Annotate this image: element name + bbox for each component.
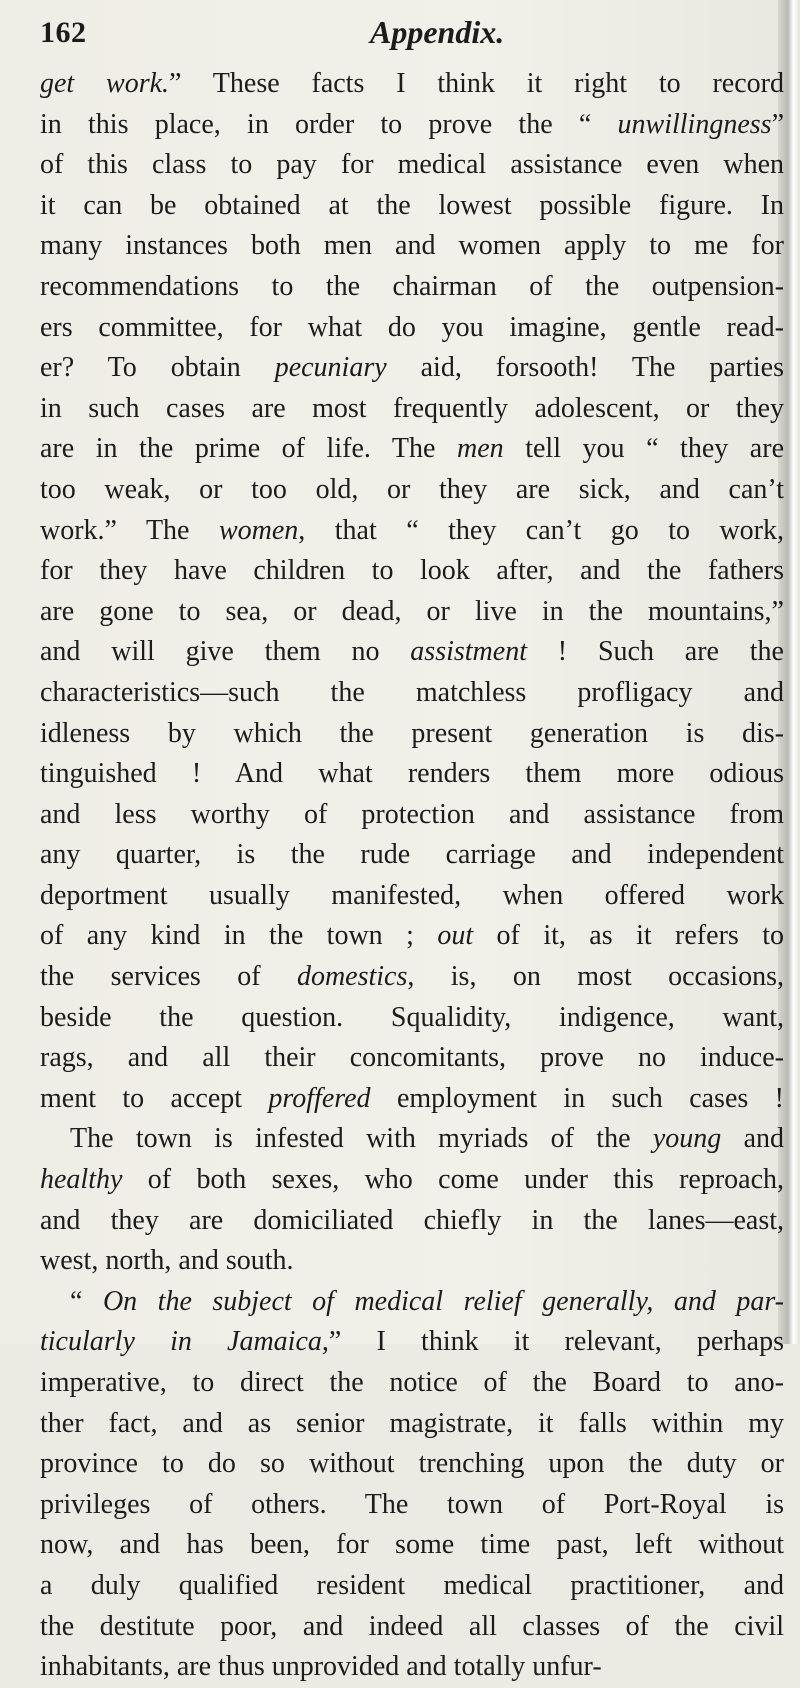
text-line xyxy=(40,1038,784,1079)
text-line xyxy=(40,1322,784,1363)
text-run: many instances both men and women apply to me for xyxy=(40,230,784,262)
text-run: a duly qualified resident medical practitioner, and xyxy=(40,1569,784,1601)
text-line xyxy=(40,511,784,552)
text-run: characteristics—such the matchless profligacy and xyxy=(40,676,784,708)
text-run: privileges of others. The town of Port-Royal is xyxy=(40,1488,784,1520)
text-run: ” I think it relevant, perhaps xyxy=(328,1326,784,1358)
text-run: in this place, in order to prove the “ xyxy=(40,108,618,140)
text-run: “ xyxy=(70,1285,103,1317)
text-run: er? To obtain xyxy=(40,352,275,384)
text-run: any quarter, is the rude carriage and independent xyxy=(40,839,784,871)
italic-text: young xyxy=(652,1123,722,1155)
text-line xyxy=(40,226,784,267)
text-run: and they are domiciliated chiefly in the lanes—east, xyxy=(40,1204,784,1236)
text-run: now, and has been, for some time past, left without xyxy=(40,1529,784,1561)
text-run: idleness by which the present generation is dis- xyxy=(40,717,784,749)
text-line xyxy=(40,105,784,146)
text-run: tinguished ! And what renders them more odious xyxy=(40,758,784,790)
text-line xyxy=(40,308,784,349)
text-run: are gone to sea, or dead, or live in the mountains,” xyxy=(40,595,784,627)
text-run: inhabitants, are thus unprovided and totally unfur- xyxy=(40,1651,602,1683)
italic-text: healthy xyxy=(40,1164,123,1196)
text-run: tell you “ they are xyxy=(503,433,784,465)
text-run: province to do so without trenching upon the duty or xyxy=(40,1448,784,1480)
text-line xyxy=(40,186,784,227)
page-number: 162 xyxy=(40,16,87,49)
page-header xyxy=(40,10,760,54)
text-line xyxy=(40,916,784,957)
text-line xyxy=(40,429,784,470)
text-run: are in the prime of life. The xyxy=(40,433,457,465)
italic-text: pecuniary xyxy=(274,352,387,384)
text-line xyxy=(40,1607,784,1648)
text-line xyxy=(40,673,784,714)
italic-text: domestics xyxy=(296,961,408,993)
italic-text: assistment xyxy=(410,636,527,668)
text-run: employment in such cases ! xyxy=(370,1082,784,1114)
text-line xyxy=(40,145,784,186)
body-text xyxy=(40,64,784,1688)
text-run: imperative, to direct the notice of the Board to ano- xyxy=(40,1367,784,1398)
text-run: of both sexes, who come under this reproach, xyxy=(122,1164,784,1196)
text-run: work.” The xyxy=(40,514,219,546)
text-run: in such cases are most frequently adolescent, or they xyxy=(40,392,784,424)
text-line xyxy=(40,64,784,105)
text-line xyxy=(40,1363,784,1404)
text-line xyxy=(40,267,784,308)
italic-text: On the subject of medical relief generally, and par- xyxy=(102,1285,784,1317)
text-line xyxy=(40,1485,784,1526)
text-run: beside the question. Squalidity, indigence, want, xyxy=(40,1001,784,1033)
text-line xyxy=(40,1404,784,1445)
text-line xyxy=(40,998,784,1039)
text-line xyxy=(40,835,784,876)
text-line xyxy=(40,754,784,795)
italic-text: get work. xyxy=(40,68,170,99)
text-run: ” xyxy=(771,108,784,140)
text-line xyxy=(40,470,784,511)
text-line xyxy=(40,1241,784,1282)
text-line xyxy=(40,348,784,389)
text-run: aid, forsooth! The parties xyxy=(386,352,785,384)
text-run: and less worthy of protection and assistance from xyxy=(40,798,784,830)
text-run: it can be obtained at the lowest possible figure. In xyxy=(40,189,784,221)
text-run: and xyxy=(721,1123,785,1155)
running-head: Appendix. xyxy=(370,14,505,50)
text-run: The town is infested with myriads of the xyxy=(70,1123,653,1155)
text-line xyxy=(40,551,784,592)
text-line xyxy=(40,1160,784,1201)
text-line xyxy=(40,1282,784,1323)
text-run: rags, and all their concomitants, prove no induce- xyxy=(40,1042,784,1074)
text-line xyxy=(40,1079,784,1120)
text-line xyxy=(40,592,784,633)
text-run: , that “ they can’t go to work, xyxy=(298,514,784,546)
text-run: of any kind in the town ; xyxy=(40,920,438,952)
text-line xyxy=(40,1444,784,1485)
text-run: and will give them no xyxy=(40,636,411,668)
text-run: too weak, or too old, or they are sick, and can’t xyxy=(40,473,784,505)
text-line xyxy=(40,1566,784,1607)
text-run: ment to accept xyxy=(40,1082,269,1114)
text-line xyxy=(40,876,784,917)
text-line xyxy=(40,389,784,430)
italic-text: out xyxy=(437,920,474,952)
italic-text: proffered xyxy=(268,1082,371,1114)
text-run: ! Such are the xyxy=(526,636,784,668)
text-run: of this class to pay for medical assistance even when xyxy=(40,149,784,181)
text-run: west, north, and south. xyxy=(40,1245,294,1277)
text-run: for they have children to look after, and the fathers xyxy=(40,555,784,587)
text-line xyxy=(40,1201,784,1242)
text-line xyxy=(40,632,784,673)
text-run: of it, as it refers to xyxy=(473,920,784,952)
text-line xyxy=(40,795,784,836)
text-run: recommendations to the chairman of the outpension- xyxy=(40,270,784,302)
text-run: the services of xyxy=(40,961,297,993)
italic-text: men xyxy=(457,433,504,465)
text-line xyxy=(40,1647,784,1688)
text-run: ers committee, for what do you imagine, gentle read- xyxy=(40,311,784,343)
text-run: , is, on most occasions, xyxy=(407,961,784,993)
text-line xyxy=(40,957,784,998)
text-run: the destitute poor, and indeed all classes of the civil xyxy=(40,1610,784,1642)
text-line xyxy=(40,1119,784,1160)
text-line xyxy=(40,714,784,755)
text-run: ” These facts I think it right to record xyxy=(169,68,784,99)
text-run: deportment usually manifested, when offered work xyxy=(40,879,784,911)
italic-text: unwillingness xyxy=(617,108,772,140)
italic-text: women xyxy=(218,514,299,546)
italic-text: ticularly in Jamaica, xyxy=(40,1326,329,1358)
text-line xyxy=(40,1525,784,1566)
text-run: ther fact, and as senior magistrate, it falls within my xyxy=(40,1407,784,1439)
